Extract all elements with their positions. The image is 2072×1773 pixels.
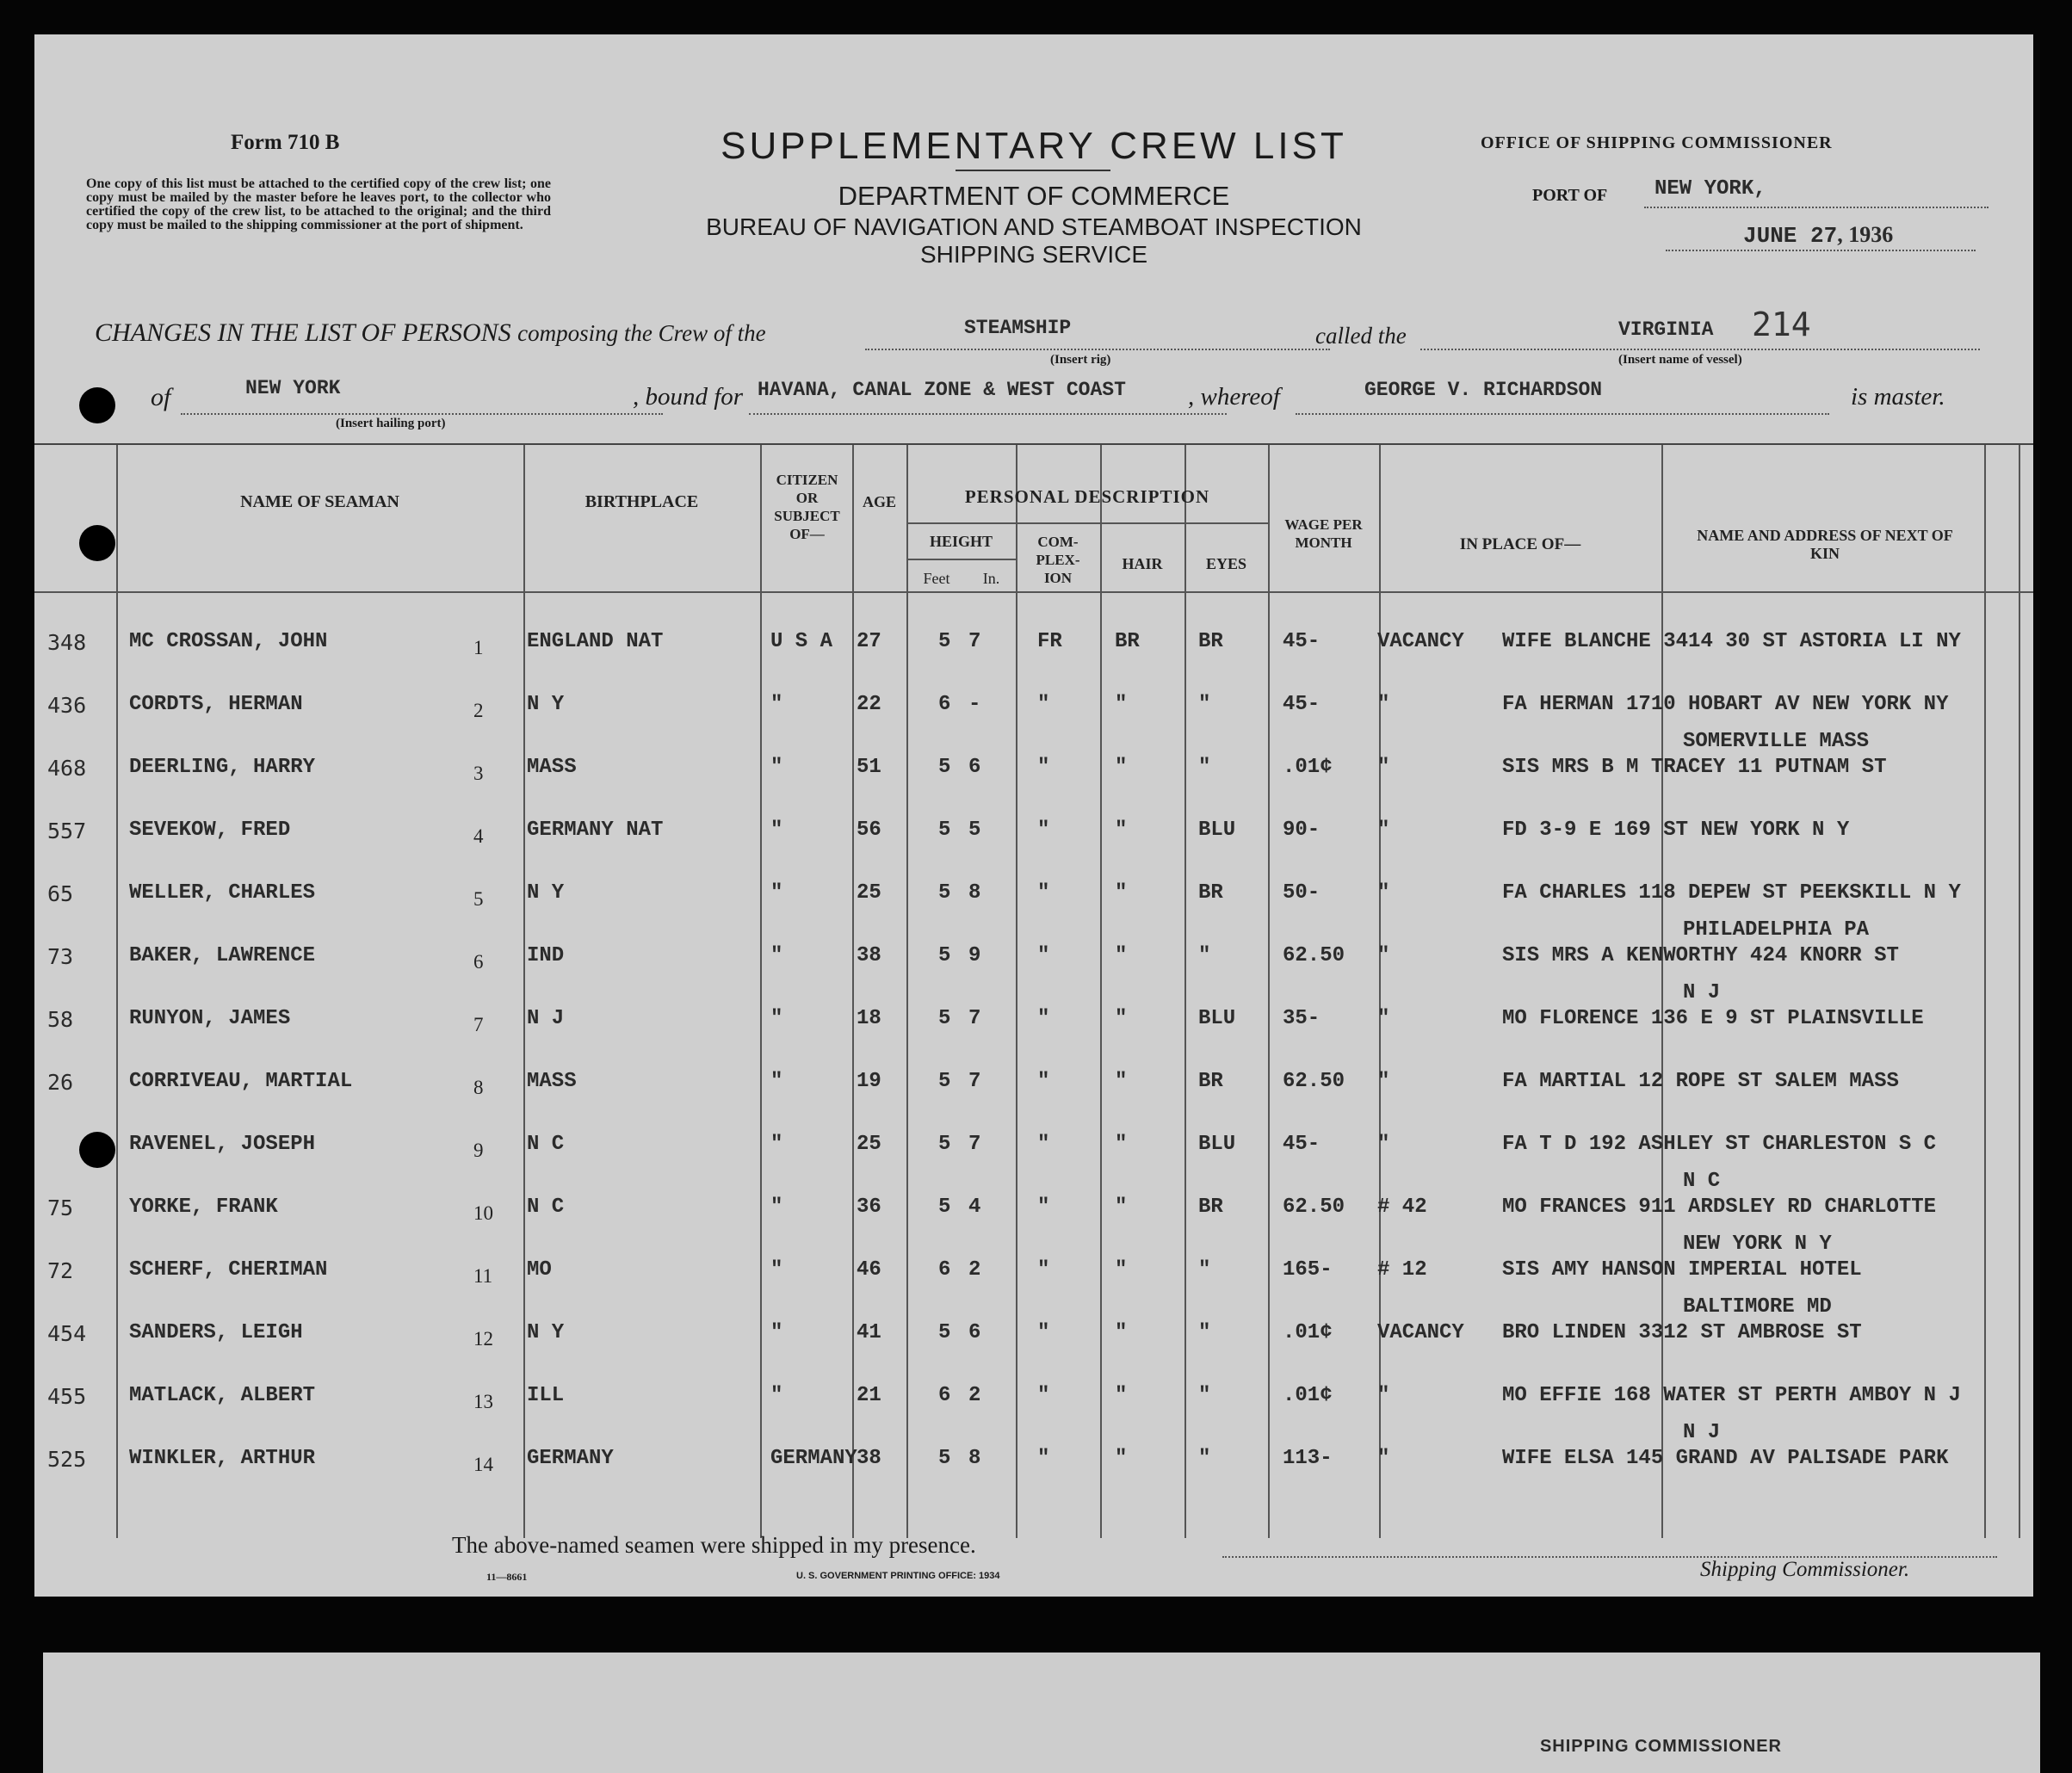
complexion: " (1037, 1447, 1050, 1470)
age: 22 (857, 693, 881, 716)
birthplace: N Y (527, 1321, 565, 1344)
height-inches: 9 (968, 944, 981, 967)
next-of-kin-line2: N J (1683, 1421, 1721, 1444)
row-number: 72 (47, 1258, 74, 1283)
birthplace: ILL (527, 1384, 565, 1407)
next-of-kin: FA T D 192 ASHLEY ST CHARLESTON S C (1502, 1133, 1937, 1156)
complexion: " (1037, 881, 1050, 905)
seaman-name: MATLACK, ALBERT (129, 1384, 316, 1407)
citizen-of: " (770, 693, 783, 716)
line-number: 1 (473, 637, 484, 658)
row-number: 65 (47, 881, 74, 906)
bound-label: , bound for (633, 383, 744, 411)
next-sheet-heading: SHIPPING COMMISSIONER (1539, 1737, 1782, 1756)
hair: " (1115, 1133, 1128, 1156)
height-feet: 5 (938, 1007, 951, 1030)
citizen-of: " (770, 1258, 783, 1282)
next-of-kin: FA HERMAN 1710 HOBART AV NEW YORK NY (1502, 693, 1949, 716)
hair: " (1115, 1007, 1128, 1030)
height-feet: 5 (938, 819, 951, 842)
header-wage: WAGE PER MONTH (1284, 516, 1363, 551)
footer-code: 11—8661 (486, 1571, 528, 1583)
next-of-kin-line2: NEW YORK N Y (1683, 1232, 1832, 1256)
wage: .01¢ (1283, 756, 1333, 779)
citizen-of: " (770, 819, 783, 842)
in-place-of: VACANCY (1377, 630, 1464, 653)
port-label: PORT OF (1532, 186, 1608, 205)
eyes: " (1198, 1384, 1211, 1407)
height-feet: 5 (938, 944, 951, 967)
birthplace: IND (527, 944, 565, 967)
wage: 62.50 (1283, 1070, 1345, 1093)
binder-hole (79, 1132, 115, 1168)
line-number: 12 (473, 1328, 493, 1350)
height-inches: 6 (968, 1321, 981, 1344)
eyes: BLU (1198, 1133, 1236, 1156)
in-place-of: " (1377, 693, 1390, 716)
age: 41 (857, 1321, 881, 1344)
row-number: 454 (47, 1321, 87, 1346)
line-number: 10 (473, 1202, 493, 1224)
header-name: NAME OF SEAMAN (240, 492, 399, 511)
citizen-of: " (770, 1321, 783, 1344)
birthplace: GERMANY (527, 1447, 614, 1470)
header-age: AGE (862, 493, 896, 510)
complexion: " (1037, 1133, 1050, 1156)
hailing-caption: (Insert hailing port) (336, 417, 446, 430)
line-number: 14 (473, 1454, 493, 1475)
age: 51 (857, 756, 881, 779)
office-label: OFFICE OF SHIPPING COMMISSIONER (1481, 133, 1833, 152)
master-line (1296, 413, 1829, 415)
next-of-kin: SIS MRS B M TRACEY 11 PUTNAM ST (1502, 756, 1887, 779)
citizen-of: " (770, 1070, 783, 1093)
hair: " (1115, 756, 1128, 779)
line-number: 11 (473, 1265, 493, 1287)
header-complexion: COM-PLEX-ION (1036, 534, 1080, 586)
height-inches: 7 (968, 630, 981, 653)
wage: 165- (1283, 1258, 1333, 1282)
citizen-of: " (770, 1384, 783, 1407)
instructions: One copy of this list must be attached to the certified copy of the crew list; one copy must be mailed by the master before he leaves port, to the collector who certified the copy of the crew list, to be attached to the original; and the third copy must be mailed to the shipping commissioner at the port of shipment. (86, 176, 551, 232)
wage: 45- (1283, 630, 1321, 653)
wage: 45- (1283, 1133, 1321, 1156)
birthplace: MO (527, 1258, 552, 1282)
seaman-name: BAKER, LAWRENCE (129, 944, 316, 967)
in-place-of: " (1377, 819, 1390, 842)
complexion: " (1037, 1007, 1050, 1030)
line-number: 4 (473, 825, 484, 847)
birthplace: N C (527, 1133, 565, 1156)
birthplace: MASS (527, 756, 577, 779)
hair: " (1115, 819, 1128, 842)
next-sheet (43, 1653, 2040, 1773)
port-value: NEW YORK, (1655, 177, 1766, 201)
eyes: " (1198, 1321, 1211, 1344)
age: 36 (857, 1195, 881, 1219)
height-feet: 6 (938, 693, 951, 716)
next-of-kin: FD 3-9 E 169 ST NEW YORK N Y (1502, 819, 1850, 842)
age: 38 (857, 1447, 881, 1470)
height-inches: 2 (968, 1258, 981, 1282)
next-of-kin: MO EFFIE 168 WATER ST PERTH AMBOY N J (1502, 1384, 1961, 1407)
row-number: 468 (47, 756, 87, 781)
line-number: 3 (473, 763, 484, 784)
header-height: HEIGHT (929, 533, 993, 550)
seaman-name: SEVEKOW, FRED (129, 819, 291, 842)
next-of-kin: SIS AMY HANSON IMPERIAL HOTEL (1502, 1258, 1862, 1282)
row-number: 73 (47, 944, 74, 969)
height-inches: 7 (968, 1007, 981, 1030)
row-number: 525 (47, 1447, 87, 1472)
wage: 35- (1283, 1007, 1321, 1030)
height-inches: 6 (968, 756, 981, 779)
in-place-of: " (1377, 1070, 1390, 1093)
hailing-port-value: NEW YORK (245, 377, 341, 399)
eyes: " (1198, 944, 1211, 967)
header-in-place-of: IN PLACE OF— (1459, 535, 1581, 553)
footer-statement: The above-named seamen were shipped in my presence. (452, 1532, 976, 1558)
birthplace: N Y (527, 693, 565, 716)
complexion: " (1037, 819, 1050, 842)
eyes: " (1198, 1258, 1211, 1282)
header-hair: HAIR (1122, 555, 1163, 572)
eyes: BLU (1198, 819, 1236, 842)
master-label: is master. (1851, 383, 1945, 411)
in-place-of: " (1377, 1384, 1390, 1407)
next-of-kin-line2: N C (1683, 1170, 1721, 1193)
birthplace: N Y (527, 881, 565, 905)
signature-label: Shipping Commissioner. (1700, 1558, 1910, 1581)
eyes: " (1198, 1447, 1211, 1470)
birthplace: ENGLAND NAT (527, 630, 664, 653)
in-place-of: " (1377, 881, 1390, 905)
row-number: 436 (47, 693, 87, 718)
height-feet: 5 (938, 881, 951, 905)
birthplace: GERMANY NAT (527, 819, 664, 842)
date-year: , 1936 (1837, 222, 1894, 247)
eyes: " (1198, 693, 1211, 716)
row-number: 58 (47, 1007, 74, 1032)
next-of-kin: SIS MRS A KENWORTHY 424 KNORR ST (1502, 944, 1899, 967)
wage: 62.50 (1283, 1195, 1345, 1219)
next-of-kin-line2: SOMERVILLE MASS (1683, 730, 1870, 753)
height-feet: 5 (938, 1447, 951, 1470)
complexion: " (1037, 1070, 1050, 1093)
page-title: SUPPLEMENTARY CREW LIST (721, 125, 1347, 167)
eyes: BLU (1198, 1007, 1236, 1030)
age: 19 (857, 1070, 881, 1093)
citizen-of: U S A (770, 630, 833, 653)
line-number: 8 (473, 1077, 484, 1098)
eyes: " (1198, 756, 1211, 779)
eyes: BR (1198, 1070, 1223, 1093)
department: DEPARTMENT OF COMMERCE (838, 181, 1230, 211)
eyes: BR (1198, 1195, 1223, 1219)
complexion: " (1037, 693, 1050, 716)
next-of-kin: WIFE BLANCHE 3414 30 ST ASTORIA LI NY (1502, 630, 1961, 653)
title-rule (956, 170, 1110, 171)
seaman-name: WINKLER, ARTHUR (129, 1447, 316, 1470)
line-number: 7 (473, 1014, 484, 1035)
age: 21 (857, 1384, 881, 1407)
complexion: " (1037, 1384, 1050, 1407)
document-sheet (34, 34, 2033, 1597)
called-label: called the (1315, 323, 1407, 349)
header-inches: In. (982, 570, 1000, 587)
hair: " (1115, 1258, 1128, 1282)
wage: 62.50 (1283, 944, 1345, 967)
date-value (1743, 222, 1893, 249)
complexion: " (1037, 1195, 1050, 1219)
in-place-of: # 42 (1377, 1195, 1427, 1219)
in-place-of: " (1377, 1133, 1390, 1156)
seaman-name: RUNYON, JAMES (129, 1007, 291, 1030)
citizen-of: " (770, 1133, 783, 1156)
vessel-line (1420, 349, 1980, 350)
seaman-name: RAVENEL, JOSEPH (129, 1133, 316, 1156)
height-inches: 7 (968, 1133, 981, 1156)
complexion: " (1037, 1258, 1050, 1282)
hair: " (1115, 1447, 1128, 1470)
service: SHIPPING SERVICE (919, 241, 1147, 268)
next-of-kin-line2: BALTIMORE MD (1683, 1295, 1832, 1319)
vessel-number: 214 (1752, 306, 1811, 343)
seaman-name: CORDTS, HERMAN (129, 693, 303, 716)
vessel-caption: (Insert name of vessel) (1618, 353, 1742, 367)
height-inches: 8 (968, 881, 981, 905)
composing-label: composing the Crew of the (517, 320, 766, 346)
citizen-of: " (770, 944, 783, 967)
complexion: " (1037, 1321, 1050, 1344)
row-number: 348 (47, 630, 87, 655)
rig-line (865, 349, 1330, 350)
age: 18 (857, 1007, 881, 1030)
rig-caption: (Insert rig) (1050, 353, 1111, 367)
hair: " (1115, 1070, 1128, 1093)
wage: 50- (1283, 881, 1321, 905)
hair: " (1115, 944, 1128, 967)
age: 46 (857, 1258, 881, 1282)
birthplace: N J (527, 1007, 565, 1030)
age: 27 (857, 630, 881, 653)
seaman-name: DEERLING, HARRY (129, 756, 316, 779)
row-number: 455 (47, 1384, 87, 1409)
binder-hole (79, 387, 115, 423)
next-of-kin: WIFE ELSA 145 GRAND AV PALISADE PARK (1502, 1447, 1949, 1470)
height-inches: 8 (968, 1447, 981, 1470)
header-birthplace: BIRTHPLACE (584, 492, 699, 511)
crew-table (34, 443, 2033, 1538)
hair: " (1115, 1384, 1128, 1407)
line-number: 2 (473, 700, 484, 721)
next-of-kin: BRO LINDEN 3312 ST AMBROSE ST (1502, 1321, 1862, 1344)
destination-line (749, 413, 1227, 415)
header-citizen: CITIZEN OR SUBJECT OF— (774, 472, 840, 542)
changes-label (95, 318, 766, 348)
seaman-name: WELLER, CHARLES (129, 881, 316, 905)
in-place-of: " (1377, 1447, 1390, 1470)
destination-value: HAVANA, CANAL ZONE & WEST COAST (758, 379, 1126, 401)
citizen-of: " (770, 881, 783, 905)
wage: 45- (1283, 693, 1321, 716)
hair: " (1115, 1321, 1128, 1344)
bureau: BUREAU OF NAVIGATION AND STEAMBOAT INSPECTION (706, 213, 1362, 240)
binder-hole (79, 525, 115, 561)
height-feet: 5 (938, 1195, 951, 1219)
in-place-of: " (1377, 1007, 1390, 1030)
age: 25 (857, 881, 881, 905)
next-of-kin: MO FRANCES 911 ARDSLEY RD CHARLOTTE (1502, 1195, 1937, 1219)
seaman-name: CORRIVEAU, MARTIAL (129, 1070, 353, 1093)
complexion: FR (1037, 630, 1062, 653)
wage: 90- (1283, 819, 1321, 842)
age: 56 (857, 819, 881, 842)
age: 38 (857, 944, 881, 967)
height-inches: 4 (968, 1195, 981, 1219)
birthplace: N C (527, 1195, 565, 1219)
height-inches: 2 (968, 1384, 981, 1407)
master-value: GEORGE V. RICHARDSON (1364, 379, 1603, 401)
height-inches: 7 (968, 1070, 981, 1093)
citizen-of: " (770, 1007, 783, 1030)
rig-value: STEAMSHIP (964, 317, 1072, 339)
height-feet: 5 (938, 630, 951, 653)
next-of-kin: MO FLORENCE 136 E 9 ST PLAINSVILLE (1502, 1007, 1924, 1030)
form-number: Form 710 B (231, 131, 340, 154)
of-label: of (151, 383, 171, 411)
wage: .01¢ (1283, 1321, 1333, 1344)
date-month-day: JUNE 27 (1743, 223, 1838, 249)
port-line (1644, 207, 1989, 208)
line-number: 9 (473, 1140, 484, 1161)
height-inches: - (968, 693, 981, 716)
line-number: 13 (473, 1391, 493, 1412)
citizen-of: GERMANY (770, 1447, 857, 1470)
next-of-kin-line2: PHILADELPHIA PA (1683, 918, 1870, 942)
vessel-value: VIRGINIA (1618, 318, 1714, 341)
citizen-of: " (770, 756, 783, 779)
changes-title: CHANGES IN THE LIST OF PERSONS (95, 318, 511, 347)
height-feet: 5 (938, 1321, 951, 1344)
age: 25 (857, 1133, 881, 1156)
eyes: BR (1198, 881, 1223, 905)
seaman-name: SCHERF, CHERIMAN (129, 1258, 328, 1282)
in-place-of: " (1377, 756, 1390, 779)
in-place-of: VACANCY (1377, 1321, 1464, 1344)
height-feet: 5 (938, 1070, 951, 1093)
line-number: 6 (473, 951, 484, 973)
whereof-label: , whereof (1188, 383, 1280, 411)
citizen-of: " (770, 1195, 783, 1219)
in-place-of: # 12 (1377, 1258, 1427, 1282)
footer-printer: U. S. GOVERNMENT PRINTING OFFICE: 1934 (796, 1571, 1000, 1581)
height-feet: 5 (938, 1133, 951, 1156)
seaman-name: SANDERS, LEIGH (129, 1321, 303, 1344)
complexion: " (1037, 756, 1050, 779)
hair: " (1115, 693, 1128, 716)
next-of-kin: FA CHARLES 118 DEPEW ST PEEKSKILL N Y (1502, 881, 1961, 905)
height-inches: 5 (968, 819, 981, 842)
next-of-kin: FA MARTIAL 12 ROPE ST SALEM MASS (1502, 1070, 1899, 1093)
row-number: 557 (47, 819, 87, 843)
in-place-of: " (1377, 944, 1390, 967)
birthplace: MASS (527, 1070, 577, 1093)
header-eyes: EYES (1205, 555, 1247, 572)
hair: " (1115, 1195, 1128, 1219)
wage: 113- (1283, 1447, 1333, 1470)
line-number: 5 (473, 888, 484, 910)
header-feet: Feet (923, 570, 950, 587)
next-of-kin-line2: N J (1683, 981, 1721, 1004)
hair: BR (1115, 630, 1140, 653)
date-line (1666, 250, 1976, 251)
header-personal-description: PERSONAL DESCRIPTION (964, 486, 1210, 507)
row-number: 26 (47, 1070, 74, 1095)
hair: " (1115, 881, 1128, 905)
complexion: " (1037, 944, 1050, 967)
height-feet: 5 (938, 756, 951, 779)
header-next-of-kin: NAME AND ADDRESS OF NEXT OF KIN (1697, 527, 1953, 562)
eyes: BR (1198, 630, 1223, 653)
wage: .01¢ (1283, 1384, 1333, 1407)
seaman-name: MC CROSSAN, JOHN (129, 630, 328, 653)
hailing-line (181, 413, 663, 415)
seaman-name: YORKE, FRANK (129, 1195, 278, 1219)
row-number: 75 (47, 1195, 74, 1220)
height-feet: 6 (938, 1258, 951, 1282)
height-feet: 6 (938, 1384, 951, 1407)
